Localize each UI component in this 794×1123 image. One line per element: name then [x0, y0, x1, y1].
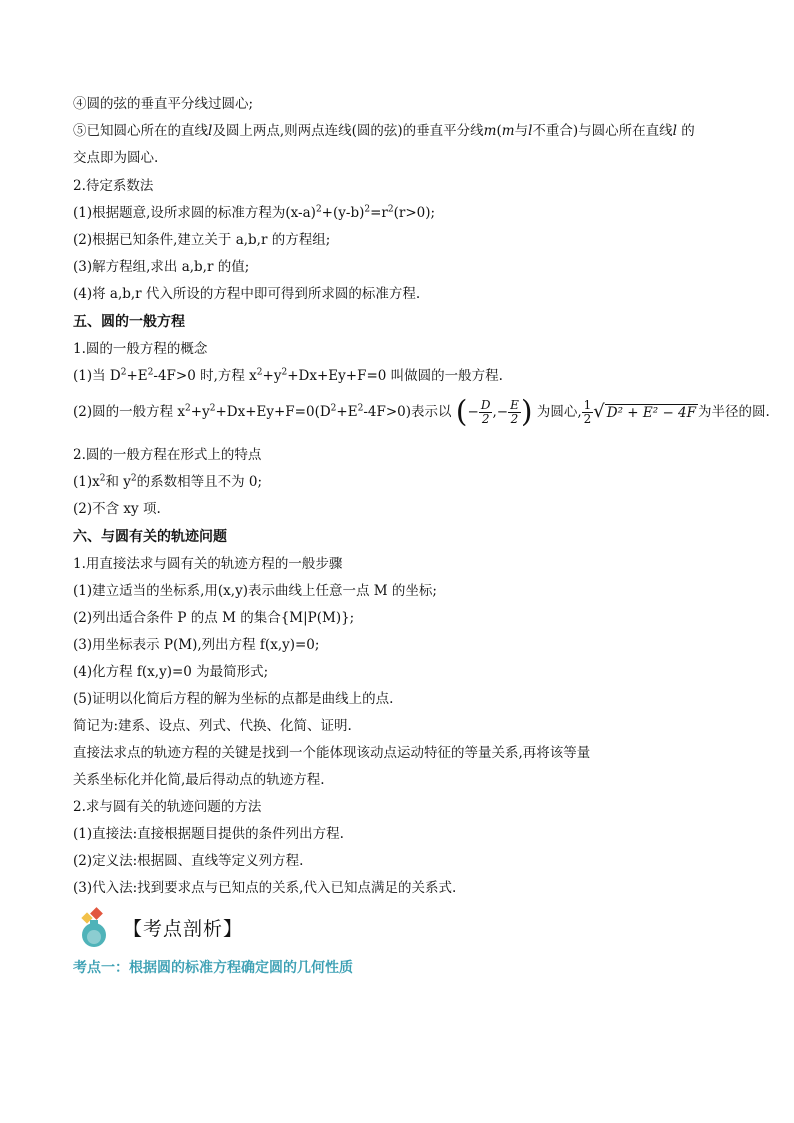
text-line: 交点即为圆心. [73, 150, 159, 166]
text-line: (1)直接法:直接根据题目提供的条件列出方程. [73, 826, 344, 842]
text-line: (4)化方程 f(x,y)=0 为最简形式; [73, 664, 269, 680]
section-heading: 五、圆的一般方程 [73, 314, 185, 330]
text-line: (1)根据题意,设所求圆的标准方程为$(x-a)^2+(y-b)^2=r^2(r>0)$; [73, 204, 436, 221]
right-paren: ) [520, 394, 533, 430]
text-line: 直接法求点的轨迹方程的关键是找到一个能体现该动点运动特征的等量关系,再将该等量 [73, 745, 591, 761]
text-line: (2)列出适合条件 P 的点 M 的集合{M|P(M)}; [73, 610, 355, 626]
text-line: $(1)x^2$和 $y^2$的系数相等且不为 0; [73, 473, 263, 490]
square-root: √ D² + E² − 4F [593, 401, 697, 422]
flask-icon [73, 905, 117, 949]
text-line: (2)定义法:根据圆、直线等定义列方程. [73, 853, 304, 869]
fraction-one-half: $\frac{1}{2}$ [583, 398, 592, 426]
text-line: (3)用坐标表示 P(M),列出方程 f(x,y)=0; [73, 637, 320, 653]
text-line: ④圆的弦的垂直平分线过圆心; [73, 96, 254, 112]
text-line: (5)证明以化简后方程的解为坐标的点都是曲线上的点. [73, 691, 394, 707]
text-line: 2.求与圆有关的轨迹问题的方法 [73, 799, 262, 815]
text-line: 1.用直接法求与圆有关的轨迹方程的一般步骤 [73, 556, 343, 572]
exam-point-title: 考点一：根据圆的标准方程确定圆的几何性质 [73, 960, 353, 976]
text-line: (1)建立适当的坐标系,用(x,y)表示曲线上任意一点 M 的坐标; [73, 583, 437, 599]
banner-title: 【考点剖析】 [123, 917, 244, 940]
text-line: 1.圆的一般方程的概念 [73, 341, 208, 357]
left-paren: ( [455, 394, 468, 430]
text-line: (3)代入法:找到要求点与已知点的关系,代入已知点满足的关系式. [73, 880, 457, 896]
text-line-with-formula: (2)圆的一般方程 $x^2+y^2+Dx+Ey+F=0(D^2+E^2-4F>0)$表示以 (− $\frac{D}{2}$ ,− $\frac{E}{2}$ ) 为圆心, $\frac{1}{2}$ √ D² + E² − 4F 为半径的圆. [73, 393, 770, 432]
fraction-d-over-2: $\frac{D}{2}$ [480, 398, 491, 426]
text-line: (2)不含 xy 项. [73, 501, 161, 517]
section-heading: 六、与圆有关的轨迹问题 [73, 529, 227, 545]
text-line: 简记为:建系、设点、列式、代换、化简、证明. [73, 718, 352, 734]
text-line: 2.待定系数法 [73, 178, 154, 194]
text-line: ⑤已知圆心所在的直线l及圆上两点,则两点连线(圆的弦)的垂直平分线m(m与l不重合)与圆心所在直线l 的 [73, 123, 695, 139]
text-line: (3)解方程组,求出 a,b,r 的值; [73, 259, 250, 275]
text-line: 2.圆的一般方程在形式上的特点 [73, 447, 262, 463]
text-line: (2)根据已知条件,建立关于 a,b,r 的方程组; [73, 232, 331, 248]
fraction-e-over-2: $\frac{E}{2}$ [510, 398, 519, 426]
text-line: (4)将 a,b,r 代入所设的方程中即可得到所求圆的标准方程. [73, 286, 421, 302]
text-line: (1)当 $D^2+E^2-4F>0$ 时,方程 $x^2+y^2+Dx+Ey+F=0$ 叫做圆的一般方程. [73, 367, 503, 384]
section-banner [73, 905, 243, 949]
text-line: 关系坐标化并化简,最后得动点的轨迹方程. [73, 772, 325, 788]
